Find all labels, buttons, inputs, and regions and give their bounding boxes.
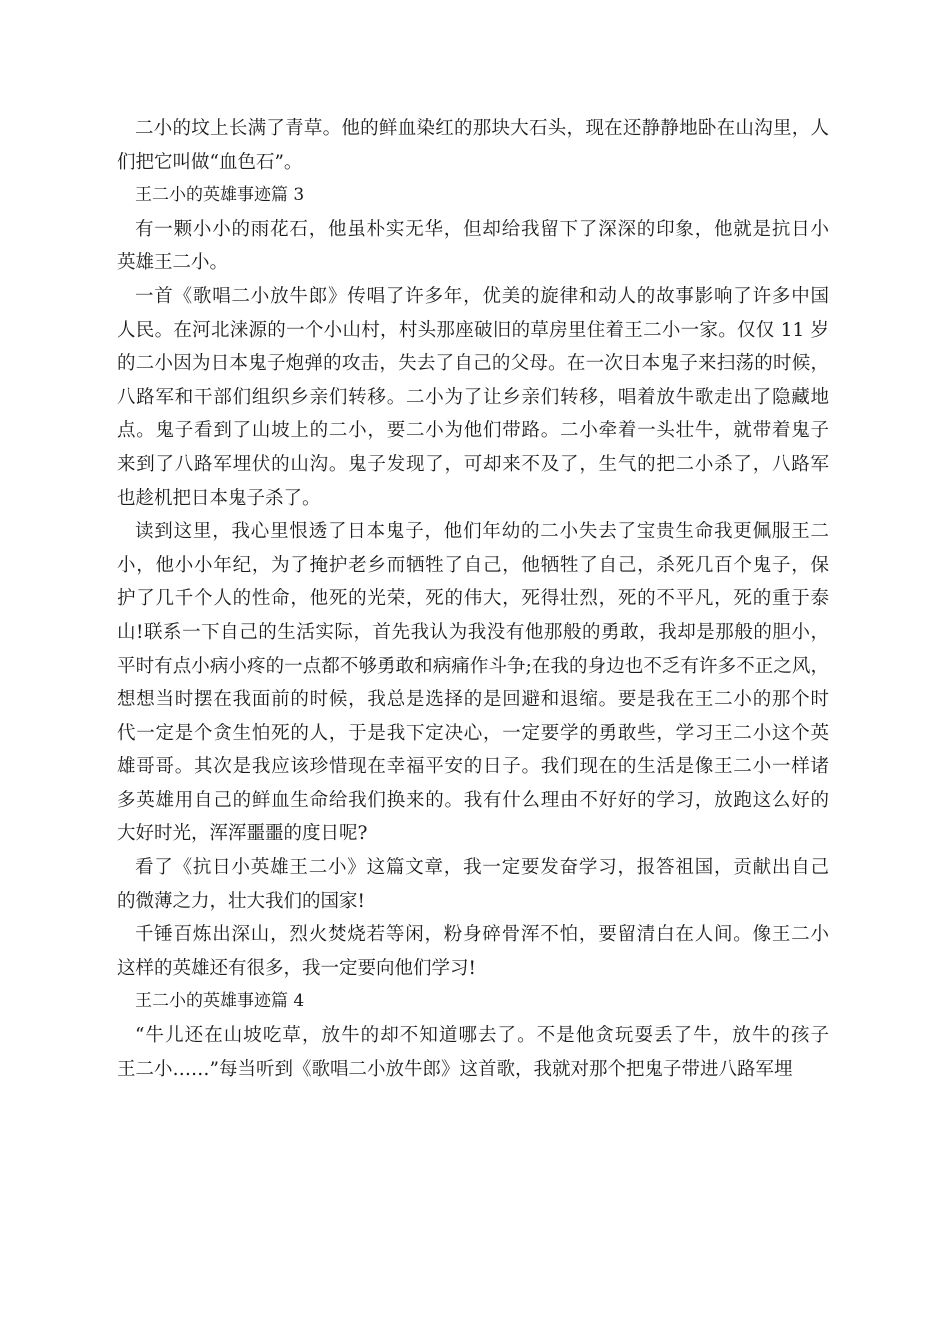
text-line: 大好时光，浑浑噩噩的度日呢?: [117, 823, 368, 845]
text-line: 二小的坟上长满了青草。他的鲜血染红的那块大石头，现在还静静地卧在山沟里，人: [135, 118, 829, 139]
paragraph: [117, 112, 829, 179]
paragraph: [117, 918, 829, 985]
text-line: 八路军和干部们组织乡亲们转移。二小为了让乡亲们转移，唱着放牛歌走出了隐藏地: [117, 386, 829, 408]
text-line: 一首《歌唱二小放牛郎》传唱了许多年，优美的旋律和动人的故事影响了许多中国: [135, 285, 829, 307]
text-line: 小，他小小年纪，为了掩护老乡而牺牲了自己，他牺牲了自己，杀死几百个鬼子，保: [117, 554, 829, 576]
paragraph: [117, 213, 829, 280]
text-line: “牛儿还在山坡吃草，放牛的却不知道哪去了。不是他贪玩耍丢了牛，放牛的孩子: [135, 1025, 829, 1047]
paragraph: [117, 1019, 829, 1086]
heading-text: 王二小的英雄事迹篇 3: [135, 185, 305, 206]
paragraph: [117, 515, 829, 851]
text-line: 多英雄用自己的鲜血生命给我们换来的。我有什么理由不好好的学习，放跑这么好的: [117, 789, 829, 811]
text-line: 也趁机把日本鬼子杀了。: [117, 487, 321, 509]
text-line: 看了《抗日小英雄王二小》这篇文章，我一定要发奋学习，报答祖国，贡献出自己: [135, 857, 829, 879]
text-line: 的微薄之力，壮大我们的国家!: [117, 890, 365, 912]
text-line: 平时有点小病小疼的一点都不够勇敢和病痛作斗争;在我的身边也不乏有许多不正之风，: [117, 655, 829, 677]
text-line: 这样的英雄还有很多，我一定要向他们学习!: [117, 957, 476, 979]
document-body: [117, 112, 829, 1086]
heading-text: 王二小的英雄事迹篇 4: [135, 991, 305, 1012]
text-line: 雄哥哥。其次是我应该珍惜现在幸福平安的日子。我们现在的生活是像王二小一样诸: [117, 756, 829, 778]
text-line: 们把它叫做“血色石”。: [117, 151, 303, 173]
text-line: 想想当时摆在我面前的时候，我总是选择的是回避和退缩。要是我在王二小的那个时: [117, 689, 829, 711]
text-line: 来到了八路军埋伏的山沟。鬼子发现了，可却来不及了，生气的把二小杀了，八路军: [117, 453, 829, 475]
text-line: 有一颗小小的雨花石，他虽朴实无华，但却给我留下了深深的印象，他就是抗日小: [135, 218, 829, 240]
paragraph: [117, 280, 829, 515]
text-line: 王二小……”每当听到《歌唱二小放牛郎》这首歌，我就对那个把鬼子带进八路军埋: [117, 1058, 793, 1080]
text-line: 山!联系一下自己的生活实际，首先我认为我没有他那般的勇敢，我却是那般的胆小，: [117, 621, 829, 643]
section-heading: [117, 985, 829, 1019]
text-line: 代一定是个贪生怕死的人，于是我下定决心，一定要学的勇敢些，学习王二小这个英: [117, 722, 829, 744]
text-line: 护了几千个人的性命，他死的光荣，死的伟大，死得壮烈，死的不平凡，死的重于泰: [117, 588, 829, 610]
text-line: 人民。在河北涞源的一个小山村，村头那座破旧的草房里住着王二小一家。仅仅 11 岁: [117, 319, 829, 341]
paragraph: [117, 851, 829, 918]
text-line: 千锤百炼出深山，烈火焚烧若等闲，粉身碎骨浑不怕，要留清白在人间。像王二小: [135, 924, 829, 946]
text-line: 英雄王二小。: [117, 252, 229, 274]
text-line: 读到这里，我心里恨透了日本鬼子，他们年幼的二小失去了宝贵生命我更佩服王二: [135, 521, 829, 543]
text-line: 的二小因为日本鬼子炮弹的攻击，失去了自己的父母。在一次日本鬼子来扫荡的时候，: [117, 353, 829, 375]
text-line: 点。鬼子看到了山坡上的二小，要二小为他们带路。二小牵着一头壮牛，就带着鬼子: [117, 420, 829, 442]
section-heading: [117, 179, 829, 213]
